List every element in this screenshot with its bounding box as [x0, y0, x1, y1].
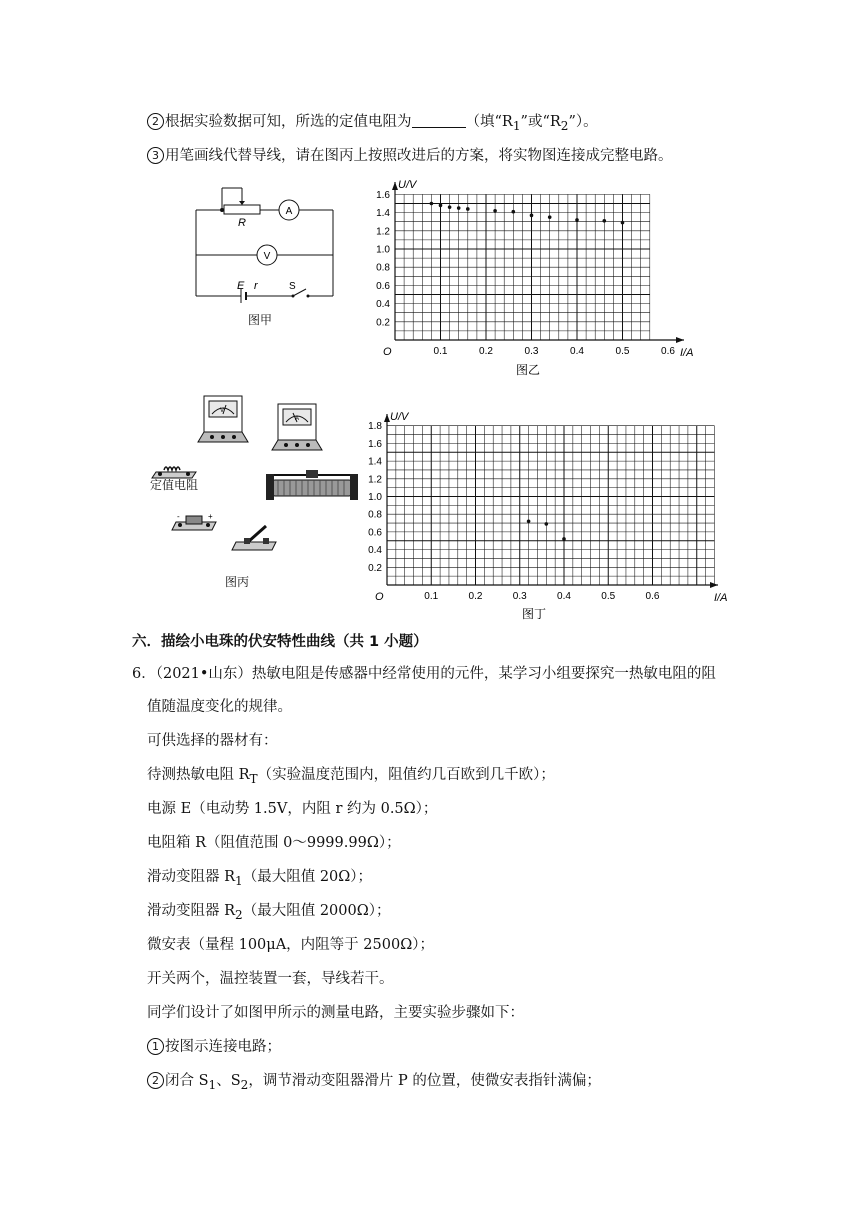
equip-switches: 开关两个，温控装置一套，导线若干。 [147, 971, 394, 987]
data-point [562, 537, 566, 541]
question-line-3: 3 用笔画线代替导线，请在图丙上按照改进后的方案，将实物图连接成完整电路。 [147, 146, 673, 166]
x-tick-label: 0.4 [570, 346, 584, 357]
figure-ding-chart [366, 402, 746, 624]
y-tick-label: 1.6 [368, 438, 382, 450]
y-axis-label: U/V [398, 179, 417, 191]
figure-jia-circuit [186, 180, 346, 325]
grid [387, 426, 714, 585]
circled-number: 2 [147, 1072, 164, 1089]
data-point [466, 207, 470, 211]
caption-jia: 图甲 [248, 313, 273, 327]
data-point [621, 221, 625, 225]
ammeter-icon [272, 404, 322, 450]
y-axis-label: U/V [390, 411, 409, 423]
available-equipment: 可供选择的器材有： [147, 733, 278, 749]
answer-blank[interactable] [412, 113, 466, 128]
data-point [448, 205, 452, 209]
equip-source: 电源 E（电动势 1.5V，内阻 r 约为 0.5Ω）； [147, 801, 438, 817]
design-text: 同学们设计了如图甲所示的测量电路，主要实验步骤如下： [147, 1005, 524, 1021]
data-point [457, 206, 461, 210]
svg-text:V: V [220, 408, 225, 414]
y-tick-label: 0.4 [376, 299, 390, 311]
x-tick-label: 0.1 [424, 591, 439, 602]
x-tick-label: 0.5 [601, 591, 616, 602]
data-point [575, 218, 579, 222]
fixed-resistor-label: 定值电阻 [150, 478, 199, 492]
y-tick-label: 0.2 [368, 562, 382, 574]
y-tick-label: 0.6 [376, 280, 390, 292]
data-point [493, 209, 497, 213]
label-s: S [289, 281, 296, 292]
circled-number: 2 [147, 113, 164, 130]
svg-text:A: A [295, 416, 300, 422]
grid [395, 194, 650, 340]
x-axis-label: I/A [714, 592, 728, 604]
switch-icon [232, 526, 276, 550]
svg-text:-: - [177, 512, 180, 521]
x-tick-label: 0.3 [524, 346, 539, 357]
y-tick-label: 1.2 [368, 474, 382, 486]
equip-thermistor: 待测热敏电阻 $R_T$（实验温度范围内，阻值约几百欧到几千欧）； [147, 767, 555, 786]
y-tick-label: 0.8 [368, 509, 382, 521]
figure-yi-chart [366, 176, 696, 382]
voltmeter-label: V [263, 251, 271, 262]
data-point [530, 214, 534, 218]
y-tick-label: 0.4 [368, 545, 382, 557]
data-point [603, 219, 607, 223]
x-tick-label: 0.2 [479, 346, 493, 357]
data-point [512, 210, 516, 214]
circled-number: 3 [147, 147, 164, 164]
rheostat-icon [266, 470, 358, 500]
q6-line-2: 值随温度变化的规律。 [147, 699, 292, 715]
step-2: 2 闭合 $S_1$、$S_2$，调节滑动变阻器滑片 P 的位置，使微安表指针满偏； [147, 1071, 601, 1095]
y-tick-label: 1.0 [376, 244, 390, 256]
y-tick-label: 1.6 [376, 189, 390, 201]
origin-label: O [375, 591, 384, 603]
data-point [439, 204, 443, 208]
data-point [545, 522, 549, 526]
ammeter-label: A [285, 206, 293, 217]
x-tick-label: 0.2 [468, 591, 483, 602]
x-axis-arrow [676, 337, 684, 343]
battery-icon [172, 512, 216, 530]
y-tick-label: 1.4 [376, 208, 390, 220]
chart-caption: 图丁 [521, 607, 547, 621]
x-tick-label: 0.6 [645, 591, 660, 602]
x-axis-arrow [710, 582, 718, 588]
y-tick-label: 1.8 [368, 421, 382, 433]
circled-number: 1 [147, 1038, 164, 1055]
data-point [430, 202, 434, 206]
label-e: E [237, 280, 245, 292]
x-tick-label: 0.5 [615, 346, 630, 357]
question-line-2: 2 根据实验数据可知，所选的定值电阻为 （填“$R_1$”或“$R_2$”）。 [147, 112, 598, 136]
y-tick-label: 0.2 [376, 317, 390, 329]
x-tick-label: 0.1 [433, 346, 448, 357]
x-tick-label: 0.6 [661, 346, 675, 357]
svg-text:+: + [208, 512, 213, 521]
caption-bing: 图丙 [225, 575, 250, 589]
q6-line-1: 6．（2021•山东）热敏电阻是传感器中经常使用的元件，某学习小组要探究一热敏电阻的阻 [132, 666, 716, 682]
data-point [548, 215, 552, 219]
equip-microammeter: 微安表（量程 100μA，内阻等于 2500Ω）； [147, 937, 434, 953]
equip-rheostat-2: 滑动变阻器 $R_2$（最大阻值 2000Ω）； [147, 903, 391, 922]
y-tick-label: 1.0 [368, 492, 382, 503]
y-tick-label: 0.6 [368, 527, 382, 539]
data-point [527, 519, 531, 523]
label-r-internal: r [254, 280, 258, 292]
x-tick-label: 0.3 [512, 591, 527, 602]
step-1: 1 按图示连接电路； [147, 1037, 281, 1057]
label-r: R [238, 217, 246, 229]
equip-resistor-box: 电阻箱 R（阻值范围 0～9999.99Ω）； [147, 835, 401, 851]
x-tick-label: 0.4 [557, 591, 571, 602]
y-tick-label: 1.2 [376, 226, 390, 238]
y-tick-label: 1.4 [368, 456, 382, 468]
y-tick-label: 0.8 [376, 262, 390, 274]
equip-rheostat-1: 滑动变阻器 $R_1$（最大阻值 20Ω）； [147, 869, 373, 888]
section-heading: 六．描绘小电珠的伏安特性曲线（共 1 小题） [132, 634, 428, 650]
origin-label: O [383, 346, 392, 358]
chart-caption: 图乙 [515, 363, 541, 377]
voltmeter-icon [198, 396, 248, 442]
x-axis-label: I/A [680, 347, 694, 359]
